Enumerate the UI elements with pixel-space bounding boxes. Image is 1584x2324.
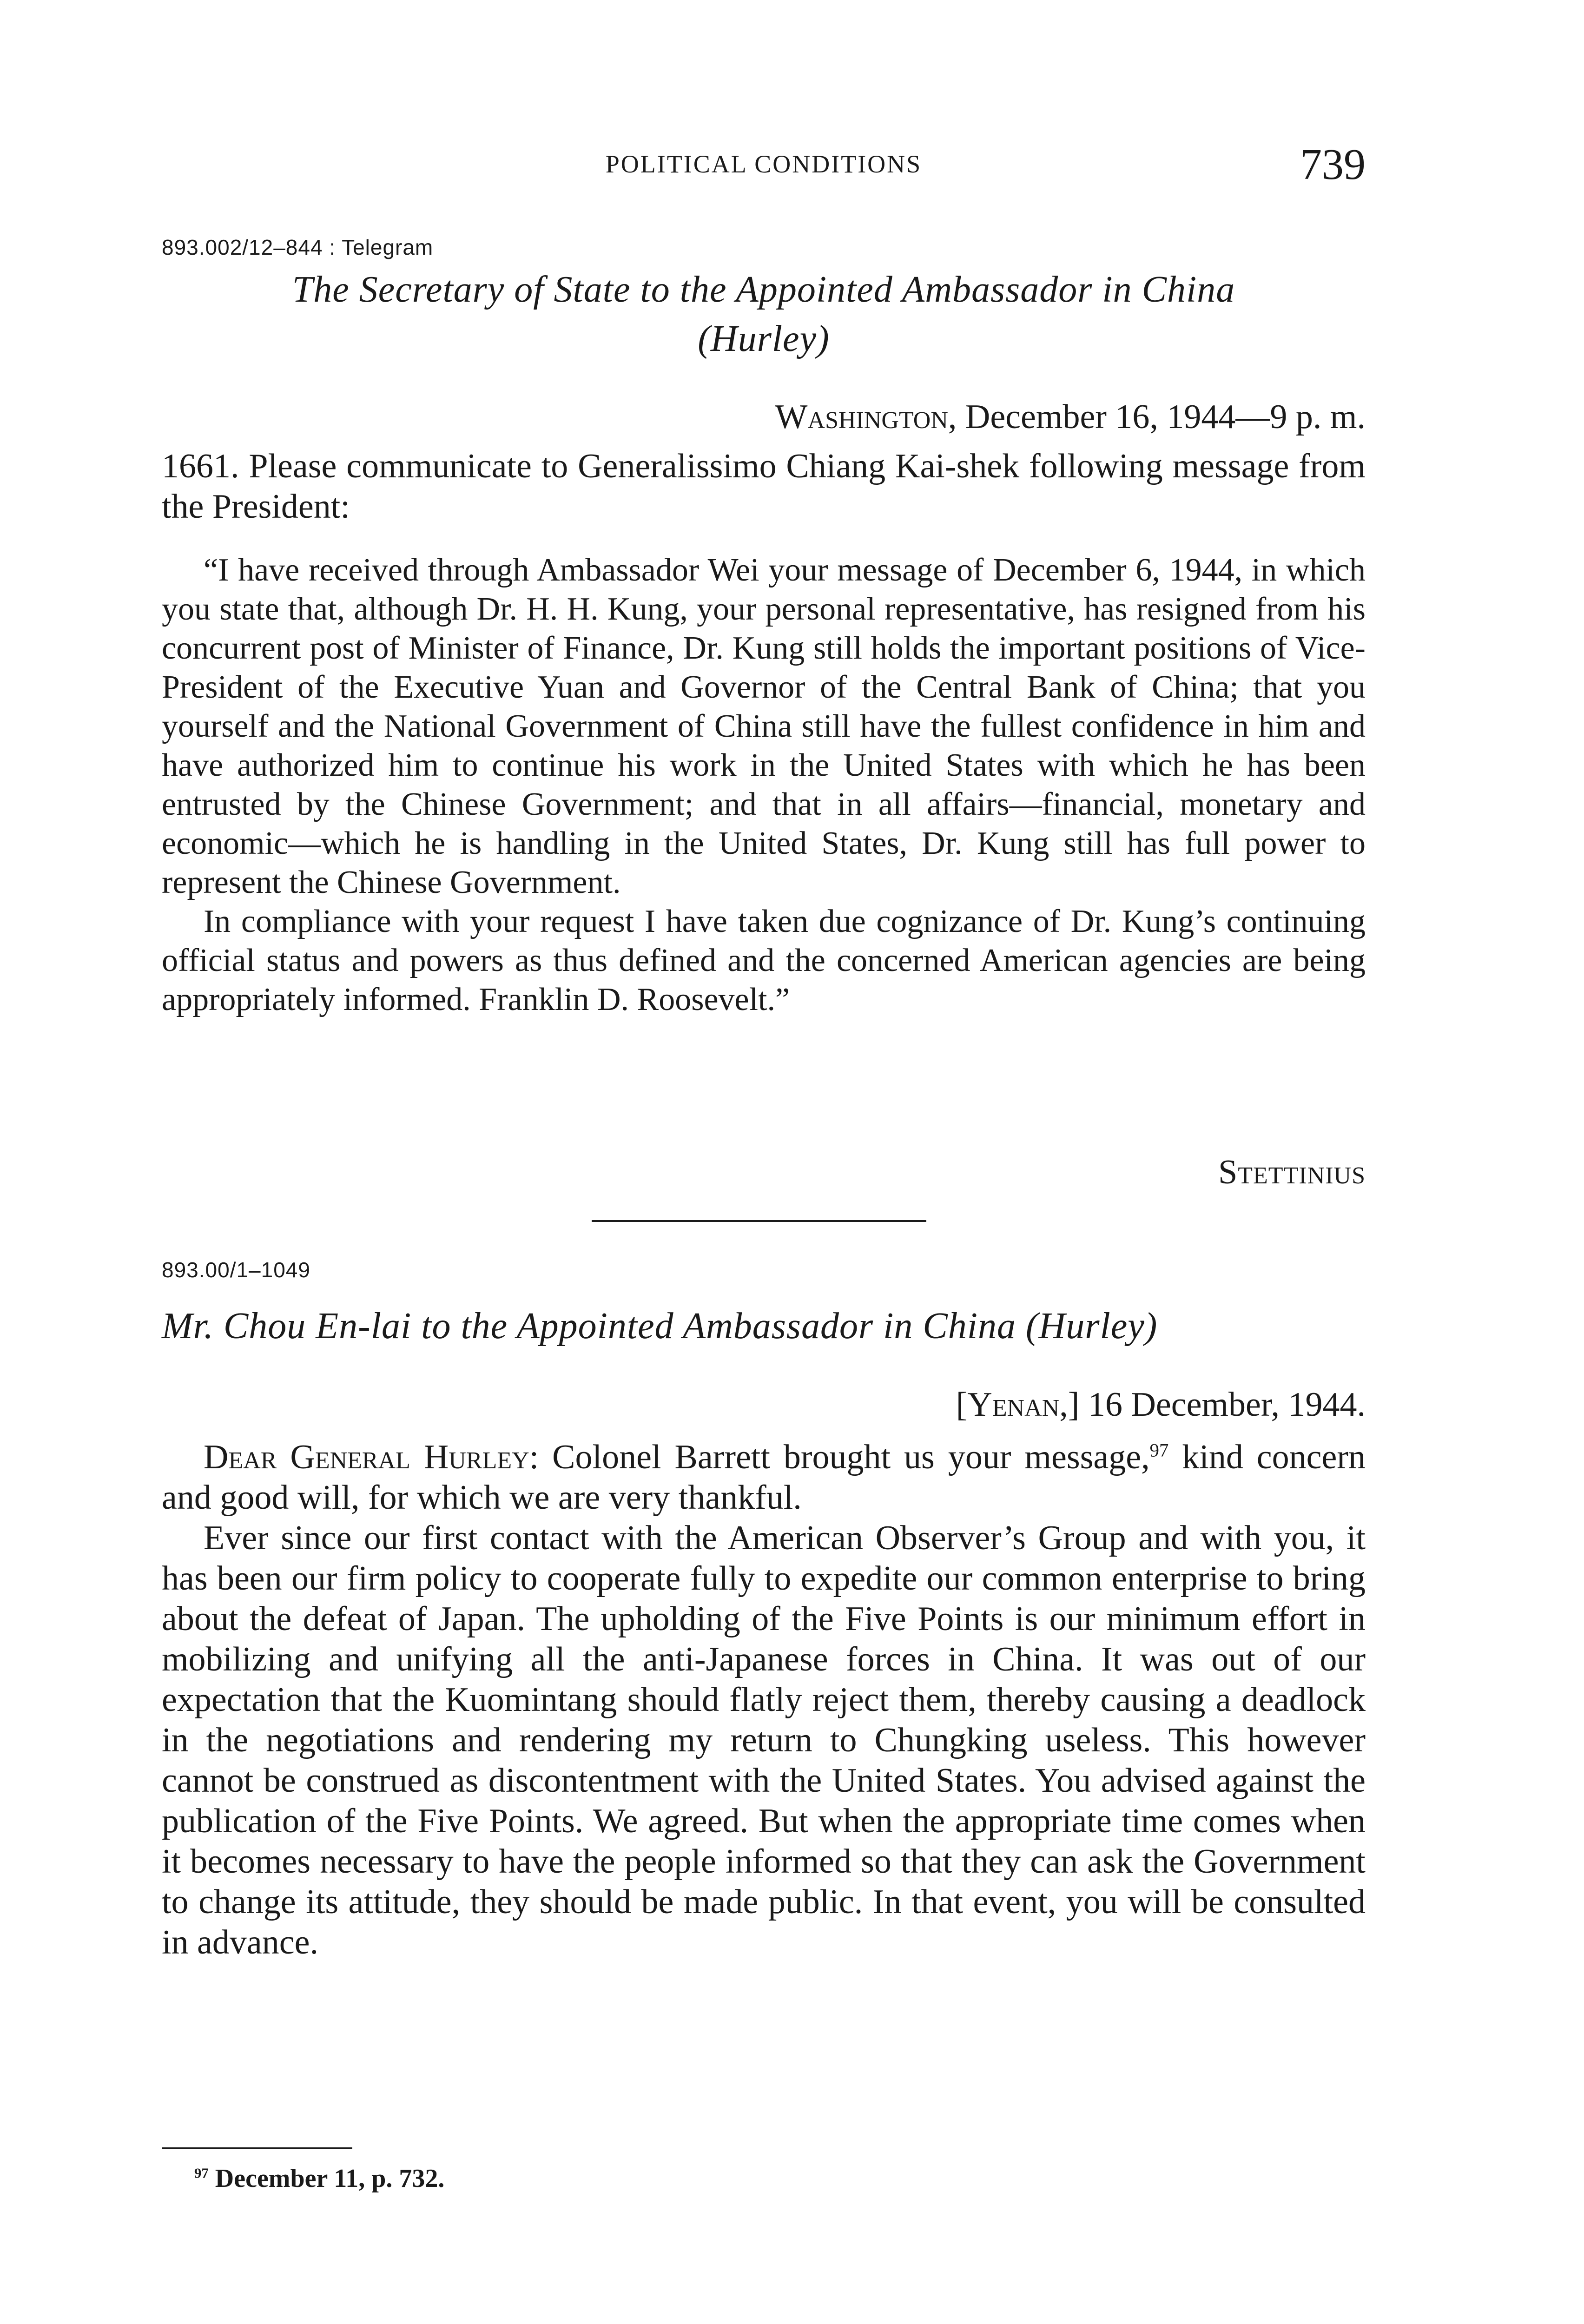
salutation: Dear General Hurley [204, 1438, 529, 1476]
footnote-marker: 97 [194, 2165, 209, 2181]
telegram-body [162, 446, 1366, 527]
document-heading-1 [162, 265, 1366, 363]
section-divider [592, 1220, 926, 1222]
document-heading-2: Mr. Chou En-lai to the Appointed Ambassador in China (Hurley) [162, 1306, 1158, 1347]
letter-paragraph-1-end: kind concern and good will, for which we are very thankful. [162, 1438, 1366, 1517]
letter-paragraph-2: Ever since our first contact with the American Observer’s Group and with you, it has been our firm policy to cooperate fully to expedite our common enterprise to bring about the defeat of Japan. The upholding of the Five Points is our minimum effort in mobilizing and unifying all the anti-Japanese forces in China. It was out of our expectation that the Kuomintang should flatly reject them, thereby causing a deadlock in the negotiations and rendering my return to Chungking useless. This however cannot be construed as discontentment with the United States. You advised against the publication of the Five Points. We agreed. But when the appropriate time comes when it becomes necessary to have the people informed so that they can ask the Government to change its attitude, they should be made public. In that event, you will be consulted in advance. [162, 1519, 1366, 1961]
dateline-1-place: Washington, [775, 398, 957, 436]
telegram-paragraph: 1661. Please communicate to Generalissimo Chiang Kai-shek following message from the President: [162, 447, 1366, 526]
footnote [194, 2164, 444, 2193]
letter-paragraph-1 [162, 1437, 1366, 1518]
heading-1-line-1: The Secretary of State to the Appointed Ambassador in China [292, 269, 1235, 310]
running-head [162, 140, 1366, 191]
dateline-2-place: Yenan, [967, 1386, 1068, 1424]
message-paragraph-2: In compliance with your request I have taken due cognizance of Dr. Kung’s continuing official status and powers as thus defined and the concerned American agencies are being appropriately informed. Franklin D. Roosevelt.” [162, 904, 1366, 1017]
signature-1: Stettinius [1218, 1153, 1366, 1191]
dateline-2 [956, 1385, 1366, 1425]
file-number-1: 893.002/12–844 : Telegram [162, 235, 434, 259]
dateline-2-date: ] 16 December, 1944. [1068, 1386, 1366, 1424]
letter-paragraph-1-text: : Colonel Barrett brought us your message, [529, 1438, 1150, 1476]
running-head-title: POLITICAL CONDITIONS [605, 150, 922, 178]
dateline-1 [775, 397, 1366, 437]
footnote-text: December 11, p. 732. [215, 2164, 445, 2193]
message-paragraph-1: “I have received through Ambassador Wei your message of December 6, 1944, in which you state that, although Dr. H. H. Kung, your personal representative, has resigned from his concurrent post of Minister of Finance, Dr. Kung still holds the important positions of Vice-President of the Executive Yuan and Governor of the Central Bank of China; that you yourself and the National Government of China still have the fullest confidence in him and have authorized him to continue his work in the United States with which he has been entrusted by the Chinese Government; and that in all affairs—financial, monetary and economic—which he is handling in the United States, Dr. Kung still has full power to represent the Chinese Government. [162, 552, 1366, 900]
dateline-2-open: [ [956, 1386, 968, 1424]
document-page [162, 0, 1366, 2324]
file-number-2: 893.00/1–1049 [162, 1258, 310, 1282]
footnote-rule [162, 2147, 352, 2149]
dateline-1-date: December 16, 1944—9 p. m. [957, 398, 1366, 436]
president-message [162, 551, 1366, 1019]
footnote-reference: 97 [1149, 1439, 1169, 1461]
heading-1-line-2: (Hurley) [698, 318, 830, 359]
page-number: 739 [1300, 140, 1366, 189]
letter-body [162, 1437, 1366, 1963]
